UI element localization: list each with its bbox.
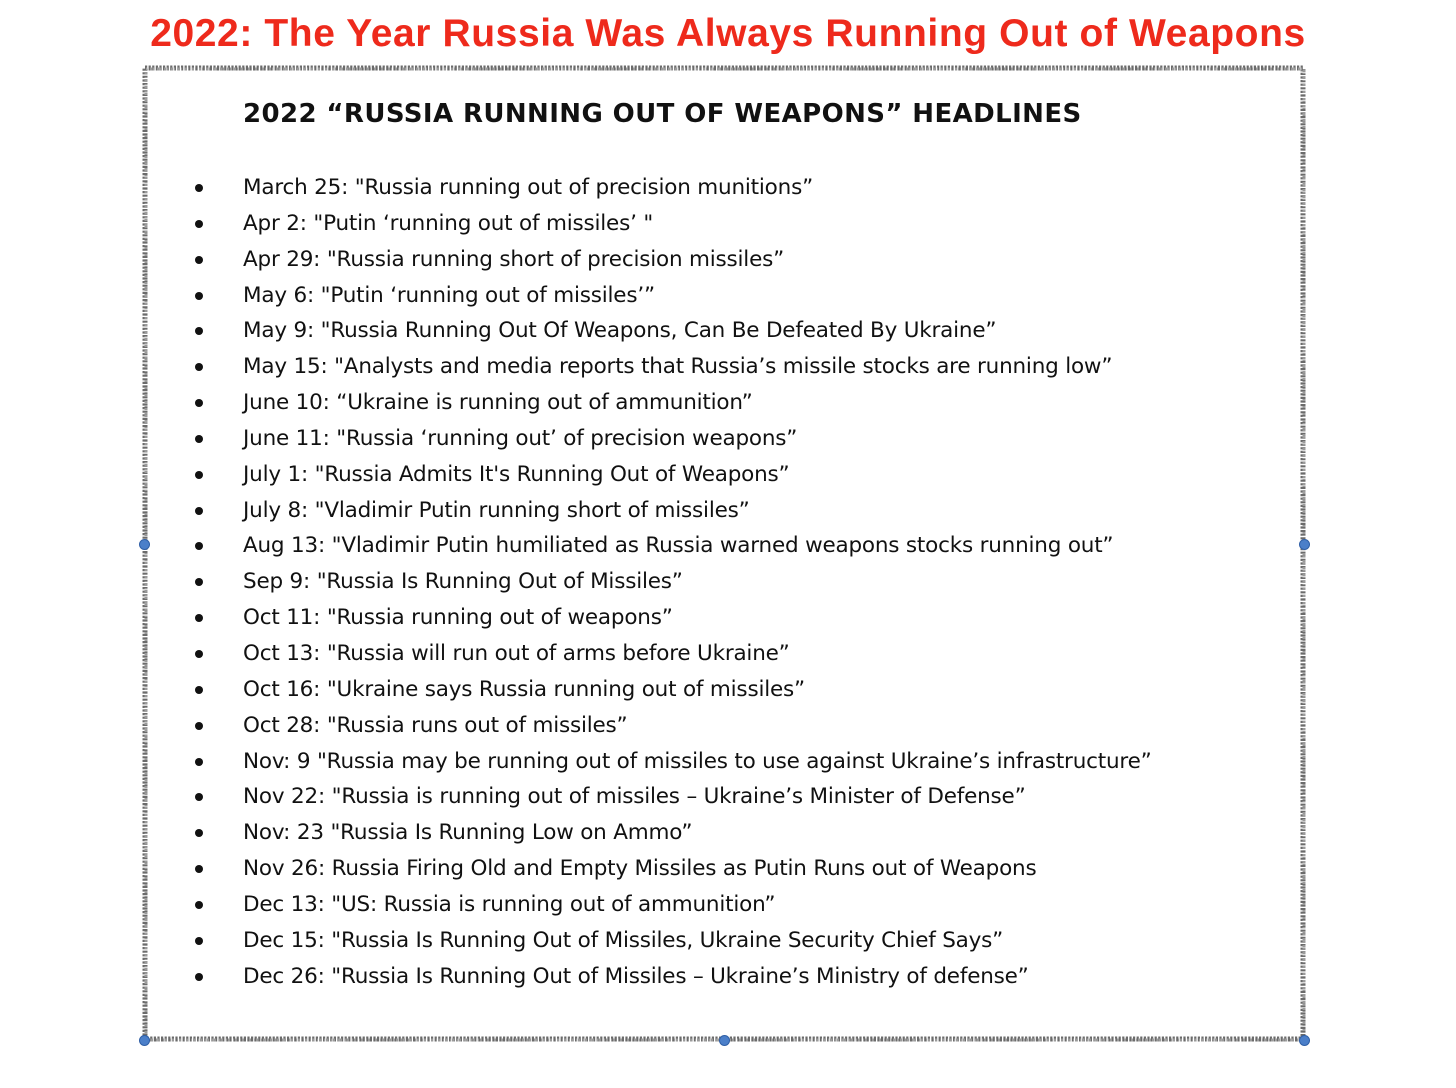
headline-text: June 11: "Russia ‘running out’ of precision weapons” [243,425,798,451]
headline-text: Oct 11: "Russia running out of weapons” [243,605,673,631]
bullet-icon [195,292,203,300]
bullet-icon [195,973,203,981]
headline-text: July 1: "Russia Admits It's Running Out of Weapons” [243,461,790,487]
headline-text: Dec 26: "Russia Is Running Out of Missiles – Ukraine’s Ministry of defense” [243,963,1029,989]
bullet-icon [195,686,203,694]
bullet-icon [195,722,203,730]
headline-text: May 6: "Putin ‘running out of missiles’” [243,282,655,308]
headline-text: Sep 9: "Russia Is Running Out of Missiles” [243,569,683,595]
bullet-icon [195,650,203,658]
headline-text: July 8: "Vladimir Putin running short of missiles” [243,497,750,523]
bullet-icon [195,865,203,873]
card-heading: 2022 “RUSSIA RUNNING OUT OF WEAPONS” HEADLINES [243,99,1082,129]
bullet-icon [195,184,203,192]
headline-text: June 10: “Ukraine is running out of ammunition” [243,390,753,416]
headline-text: Oct 13: "Russia will run out of arms before Ukraine” [243,640,790,666]
headline-text: Nov: 23 "Russia Is Running Low on Ammo” [243,820,693,846]
bullet-icon [195,758,203,766]
headline-text: May 15: "Analysts and media reports that Russia’s missile stocks are running low” [243,354,1113,380]
headline-text: Oct 28: "Russia runs out of missiles” [243,712,628,738]
headline-text: Dec 15: "Russia Is Running Out of Missiles, Ukraine Security Chief Says” [243,927,1004,953]
bullet-icon [195,507,203,515]
headline-text: March 25: "Russia running out of precision munitions” [243,175,814,200]
headline-text: Aug 13: "Vladimir Putin humiliated as Russia warned weapons stocks running out” [243,533,1114,559]
resize-handle-bottom-left[interactable] [139,1035,150,1046]
bullet-icon [195,937,203,945]
bullet-icon [195,901,203,909]
headline-text: Apr 2: "Putin ‘running out of missiles’ " [243,210,654,236]
page-title: 2022: The Year Russia Was Always Running Out of Weapons [150,12,1306,55]
headlines-card[interactable] [143,66,1305,1041]
headline-text: Oct 16: "Ukraine says Russia running out of missiles” [243,676,805,702]
headline-text: May 9: "Russia Running Out Of Weapons, Can Be Defeated By Ukraine” [243,318,997,344]
resize-handle-left[interactable] [139,539,150,550]
headline-text: Nov 22: "Russia is running out of missiles – Ukraine’s Minister of Defense” [243,784,1026,810]
bullet-icon [195,435,203,443]
headline-text: Dec 13: "US: Russia is running out of ammunition” [243,891,776,917]
headline-text: Apr 29: "Russia running short of precision missiles” [243,246,785,272]
bullet-icon [195,220,203,228]
bullet-icon [195,399,203,407]
resize-handle-right[interactable] [1299,539,1310,550]
headline-text: Nov 26: Russia Firing Old and Empty Missiles as Putin Runs out of Weapons [243,856,1037,882]
resize-handle-bottom-right[interactable] [1299,1035,1310,1046]
headline-text: Nov: 9 "Russia may be running out of missiles to use against Ukraine’s infrastructure” [243,748,1152,774]
bullet-icon [195,471,203,479]
bullet-icon [195,256,203,264]
resize-handle-bottom-center[interactable] [719,1035,730,1046]
